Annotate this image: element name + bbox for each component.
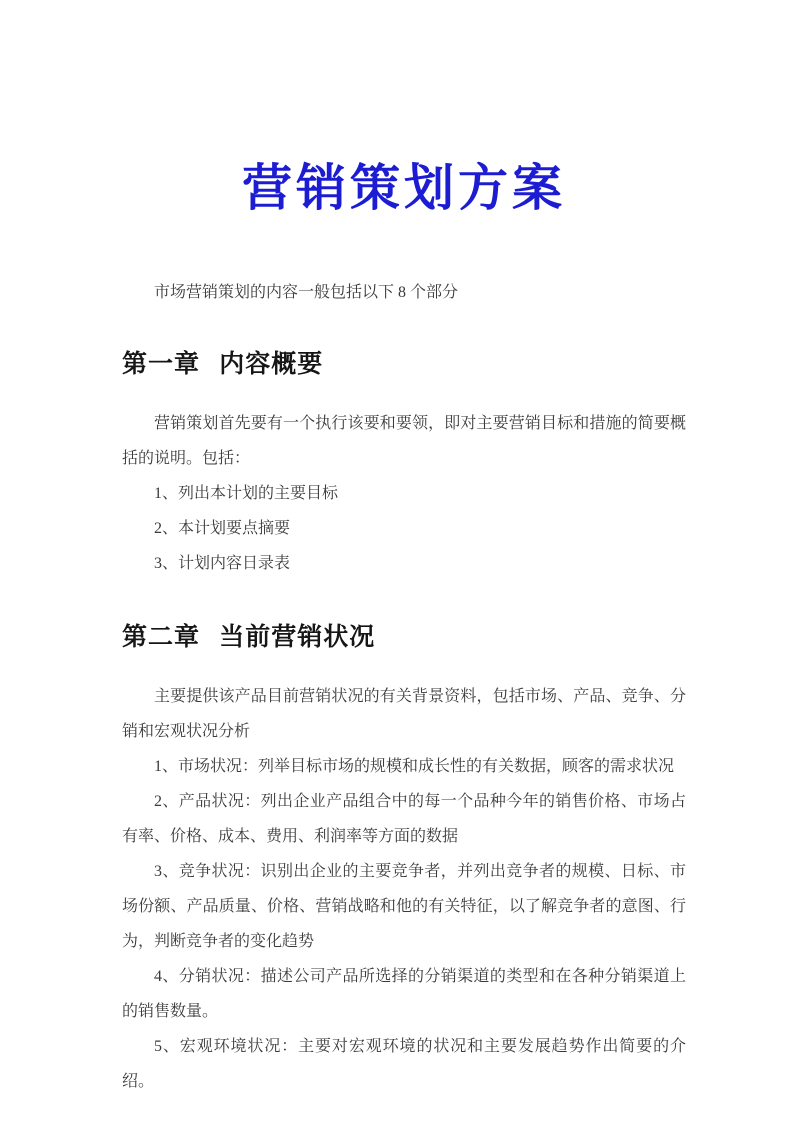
chapter-2 [122,621,686,1099]
document-title: 营销策划方案 [242,160,566,216]
chapter-2-paragraph: 主要提供该产品目前营销状况的有关背景资料，包括市场、产品、竞争、分销和宏观状况分析 [122,688,686,740]
chapter-1-list-item-1: 1、列出本计划的主要目标 [154,485,339,502]
chapter-1 [122,348,686,581]
chapter-2-list-item-5: 5、宏观环境状况：主要对宏观环境的状况和主要发展趋势作出简要的介绍。 [122,1038,686,1090]
chapter-1-list-item-3: 3、计划内容日录表 [154,555,291,572]
chapter-2-list-item-2: 2、产品状况：列出企业产品组合中的每一个品种今年的销售价格、市场占有率、价格、成本、费用、利润率等方面的数据 [122,793,686,845]
chapter-1-paragraph: 营销策划首先要有一个执行该要和要领，即对主要营销目标和措施的简要概括的说明。包括： [122,415,686,467]
chapter-2-heading: 第二章 当前营销状况 [122,623,376,651]
intro-text: 市场营销策划的内容一般包括以下 8 个部分 [154,284,459,301]
chapter-1-list-item-2: 2、本计划要点摘要 [154,520,291,537]
chapter-2-list-item-1: 1、市场状况：列举目标市场的规模和成长性的有关数据，顾客的需求状况 [154,758,675,775]
chapter-2-list-item-3: 3、竞争状况：识别出企业的主要竞争者，并列出竞争者的规模、日标、市场份额、产品质量、价格、营销战略和他的有关特征，以了解竞争者的意图、行为，判断竞争者的变化趋势 [122,863,686,950]
chapter-2-list-item-4: 4、分销状况：描述公司产品所选择的分销渠道的类型和在各种分销渠道上的销售数量。 [122,968,686,1020]
chapter-1-heading: 第一章 内容概要 [122,350,324,378]
